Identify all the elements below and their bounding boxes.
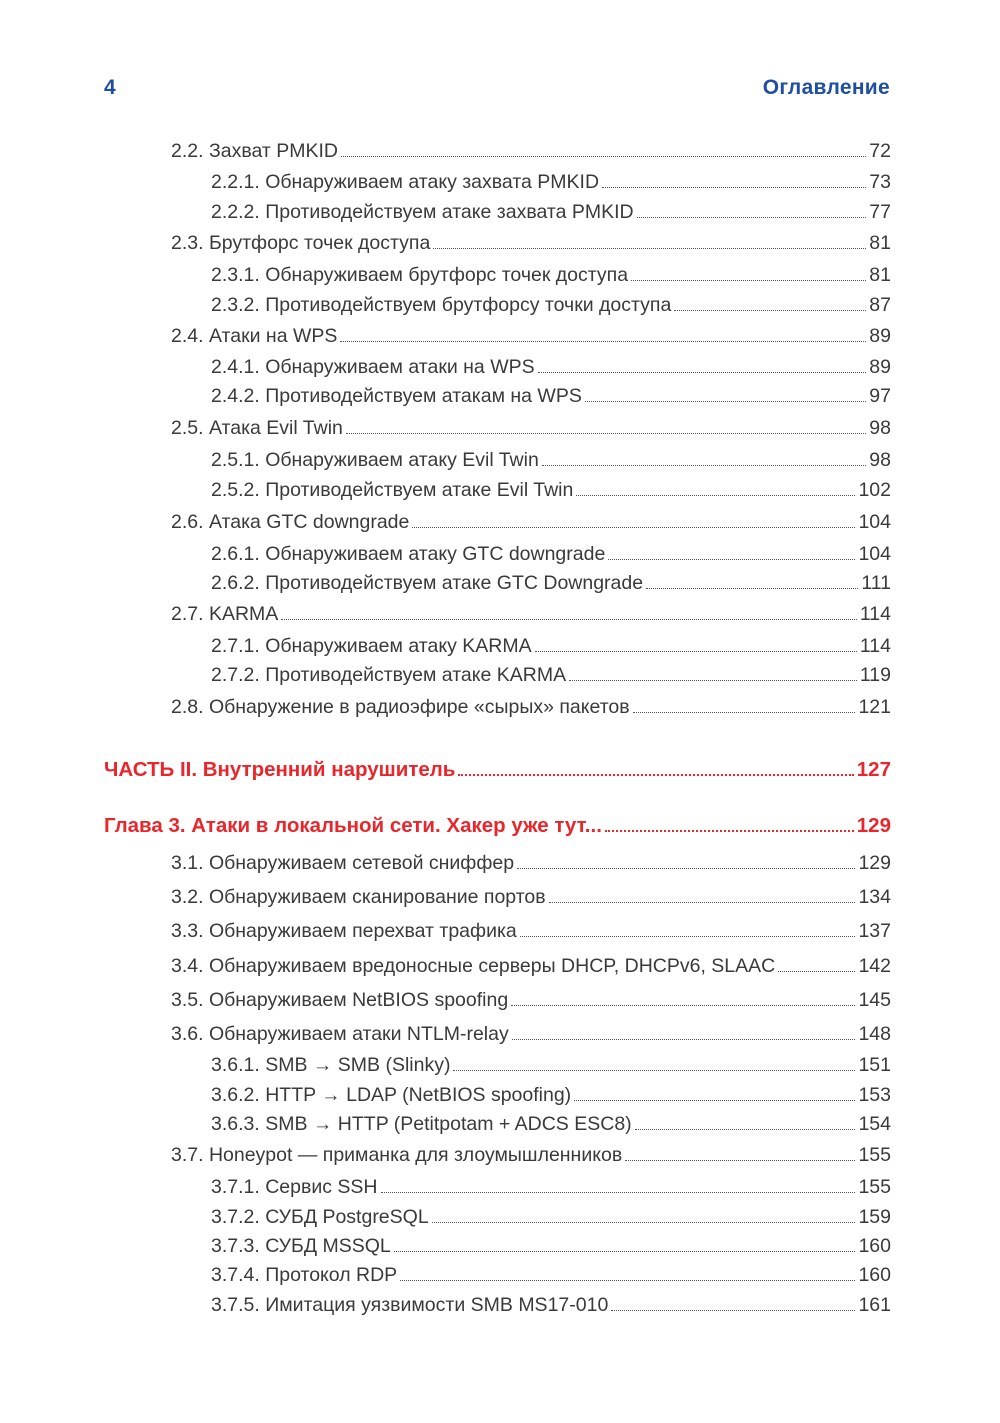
toc-entry-title: 2.5.2. Противодействуем атаке Evil Twin <box>211 479 574 501</box>
toc-part-heading <box>104 758 891 782</box>
toc-entry <box>171 232 891 255</box>
toc-entry-title: 2.2. Захват PMKID <box>171 140 338 162</box>
dot-leader <box>633 712 856 713</box>
toc-entry-title: 3.7.5. Имитация уязвимости SMB MS17-010 <box>211 1294 609 1316</box>
toc-entry-page: 155 <box>858 1176 891 1198</box>
toc-entry <box>211 664 891 687</box>
dot-leader <box>535 651 857 652</box>
dot-leader <box>432 1222 856 1223</box>
toc-entry <box>171 886 891 909</box>
dot-leader <box>585 401 866 402</box>
toc-entry-title: 3.7.3. СУБД MSSQL <box>211 1235 391 1257</box>
toc-entry-title: 3.3. Обнаруживаем перехват трафика <box>171 920 517 942</box>
page-number: 4 <box>104 76 116 99</box>
toc-entry-page: 142 <box>858 955 891 977</box>
toc-entry <box>171 325 891 348</box>
toc-entry-title: 3.7.2. СУБД PostgreSQL <box>211 1206 429 1228</box>
toc-entry <box>211 572 891 595</box>
toc-entry-page: 129 <box>856 814 891 837</box>
toc-entry-title: 3.6.1. SMB → SMB (Slinky) <box>211 1054 451 1076</box>
toc-entry-page: 151 <box>858 1054 891 1076</box>
toc-entry-page: 104 <box>858 543 891 565</box>
toc-entry-page: 154 <box>858 1113 891 1135</box>
dot-leader <box>341 156 866 157</box>
toc-entry-title: 3.6.2. HTTP → LDAP (NetBIOS spoofing) <box>211 1084 572 1106</box>
toc-entry-title: 3.2. Обнаруживаем сканирование портов <box>171 886 546 908</box>
toc-entry-page: 134 <box>858 886 891 908</box>
dot-leader <box>574 1100 855 1101</box>
toc-entry-title: 2.3.2. Противодействуем брутфорсу точки доступа <box>211 294 672 316</box>
toc-part-heading <box>104 814 891 838</box>
toc-entry-page: 81 <box>869 232 891 254</box>
dot-leader <box>778 971 855 972</box>
dot-leader <box>637 217 867 218</box>
toc-entry-page: 72 <box>869 140 891 162</box>
toc-entry-page: 153 <box>858 1084 891 1106</box>
toc-entry-title: 2.3.1. Обнаруживаем брутфорс точек доступа <box>211 264 629 286</box>
dot-leader <box>549 902 856 903</box>
toc-entry <box>171 511 891 534</box>
toc-entry-title: 2.4.1. Обнаруживаем атаки на WPS <box>211 356 535 378</box>
toc-entry-page: 145 <box>858 989 891 1011</box>
toc-entry <box>171 1023 891 1046</box>
toc-entry <box>211 294 891 317</box>
toc-entry <box>171 989 891 1012</box>
toc-entry-title: 2.4.2. Противодействуем атакам на WPS <box>211 385 582 407</box>
toc-entry-page: 161 <box>858 1294 891 1316</box>
toc-entry <box>211 1113 891 1136</box>
toc-entry <box>211 356 891 379</box>
toc-entry <box>211 1264 891 1287</box>
dot-leader <box>433 248 866 249</box>
toc-entry-page: 98 <box>869 449 891 471</box>
toc-entry-page: 87 <box>869 294 891 316</box>
toc-entry <box>211 1054 891 1077</box>
toc-entry-page: 159 <box>858 1206 891 1228</box>
dot-leader <box>542 465 866 466</box>
toc-entry-page: 104 <box>858 511 891 533</box>
toc-entry-page: 129 <box>858 852 891 874</box>
dot-leader <box>520 936 856 937</box>
dot-leader <box>412 527 855 528</box>
toc-entry-page: 81 <box>869 264 891 286</box>
toc-entry-title: 3.7.4. Протокол RDP <box>211 1264 398 1286</box>
dot-leader <box>576 495 855 496</box>
toc-entry <box>171 955 891 978</box>
toc-entry <box>211 201 891 224</box>
toc-entry-title: 2.7.2. Противодействуем атаке KARMA <box>211 664 567 686</box>
dot-leader <box>674 310 866 311</box>
toc-entry-title: 2.6.2. Противодействуем атаке GTC Downgrade <box>211 572 644 594</box>
dot-leader <box>625 1160 855 1161</box>
dot-leader <box>517 868 855 869</box>
toc-entry-page: 98 <box>869 417 891 439</box>
toc-entry-page: 114 <box>859 603 891 625</box>
toc-entry <box>211 1294 891 1317</box>
toc-entry-title: 2.6. Атака GTC downgrade <box>171 511 410 533</box>
toc-entry <box>211 543 891 566</box>
dot-leader <box>458 774 853 776</box>
toc-entry-title: 2.2.1. Обнаруживаем атаку захвата PMKID <box>211 171 600 193</box>
toc-entry <box>211 264 891 287</box>
toc-entry-title: 2.5.1. Обнаруживаем атаку Evil Twin <box>211 449 539 471</box>
toc-entry-title: 2.8. Обнаружение в радиоэфире «сырых» пакетов <box>171 696 630 718</box>
toc-entry-title: Глава 3. Атаки в локальной сети. Хакер уже тут... <box>104 814 602 837</box>
toc-entry-title: 2.7.1. Обнаруживаем атаку KARMA <box>211 635 532 657</box>
toc-entry <box>211 1235 891 1258</box>
toc-entry-page: 155 <box>858 1144 891 1166</box>
toc-entry <box>211 449 891 472</box>
toc-entry-page: 121 <box>858 696 891 718</box>
dot-leader <box>281 619 857 620</box>
dot-leader <box>400 1280 855 1281</box>
dot-leader <box>453 1070 855 1071</box>
toc-entry <box>211 635 891 658</box>
dot-leader <box>512 1039 856 1040</box>
dot-leader <box>646 588 858 589</box>
toc-entry-page: 89 <box>869 325 891 347</box>
toc-entry-page: 77 <box>869 201 891 223</box>
toc-entry <box>171 696 891 719</box>
toc-entry <box>171 140 891 163</box>
dot-leader <box>569 680 857 681</box>
toc-entry-title: 3.7.1. Сервис SSH <box>211 1176 378 1198</box>
toc-entry-title: 3.5. Обнаруживаем NetBIOS spoofing <box>171 989 509 1011</box>
dot-leader <box>611 1310 855 1311</box>
toc-entry <box>211 1206 891 1229</box>
dot-leader <box>511 1005 855 1006</box>
toc-entry-title: 2.6.1. Обнаруживаем атаку GTC downgrade <box>211 543 606 565</box>
toc-entry <box>211 1176 891 1199</box>
toc-entry-page: 127 <box>856 758 891 781</box>
toc-entry <box>171 1144 891 1167</box>
toc-entry <box>171 852 891 875</box>
page-header <box>104 76 890 106</box>
toc-entry-page: 102 <box>858 479 891 501</box>
dot-leader <box>346 433 866 434</box>
toc-entry-title: 3.6.3. SMB → HTTP (Petitpotam + ADCS ESC8) <box>211 1113 632 1135</box>
toc-entry-page: 111 <box>861 572 891 594</box>
toc-entry-page: 89 <box>869 356 891 378</box>
dot-leader <box>631 280 866 281</box>
toc-entry <box>171 920 891 943</box>
toc-entry <box>211 1084 891 1107</box>
toc-entry-page: 148 <box>858 1023 891 1045</box>
toc-entry-title: 2.4. Атаки на WPS <box>171 325 338 347</box>
toc-entry <box>211 385 891 408</box>
dot-leader <box>340 341 866 342</box>
toc-entry-page: 73 <box>869 171 891 193</box>
toc-entry-title: 2.3. Брутфорс точек доступа <box>171 232 431 254</box>
toc-entry-page: 137 <box>858 920 891 942</box>
running-title: Оглавление <box>762 76 890 99</box>
toc-entry-page: 114 <box>859 635 891 657</box>
toc-entry-title: 2.5. Атака Evil Twin <box>171 417 343 439</box>
dot-leader <box>605 830 854 832</box>
toc-entry-title: 3.4. Обнаруживаем вредоносные серверы DHCP, DHCPv6, SLAAC <box>171 955 776 977</box>
toc-entry-title: 3.7. Honeypot — приманка для злоумышленников <box>171 1144 623 1166</box>
dot-leader <box>394 1251 856 1252</box>
toc-entry-title: 2.7. KARMA <box>171 603 279 625</box>
dot-leader <box>381 1192 856 1193</box>
toc-entry-title: ЧАСТЬ II. Внутренний нарушитель <box>104 758 456 781</box>
dot-leader <box>602 187 866 188</box>
dot-leader <box>608 559 855 560</box>
dot-leader <box>538 372 867 373</box>
toc-entry-title: 3.1. Обнаруживаем сетевой сниффер <box>171 852 515 874</box>
dot-leader <box>635 1129 856 1130</box>
toc-entry-page: 97 <box>869 385 891 407</box>
toc-entry-page: 160 <box>858 1264 891 1286</box>
toc-entry <box>211 479 891 502</box>
toc-entry-title: 2.2.2. Противодействуем атаке захвата PMKID <box>211 201 634 223</box>
toc-entry <box>211 171 891 194</box>
toc-entry <box>171 603 891 626</box>
toc-entry <box>171 417 891 440</box>
toc-entry-page: 119 <box>859 664 891 686</box>
toc-entry-page: 160 <box>858 1235 891 1257</box>
toc-entry-title: 3.6. Обнаруживаем атаки NTLM-relay <box>171 1023 509 1045</box>
